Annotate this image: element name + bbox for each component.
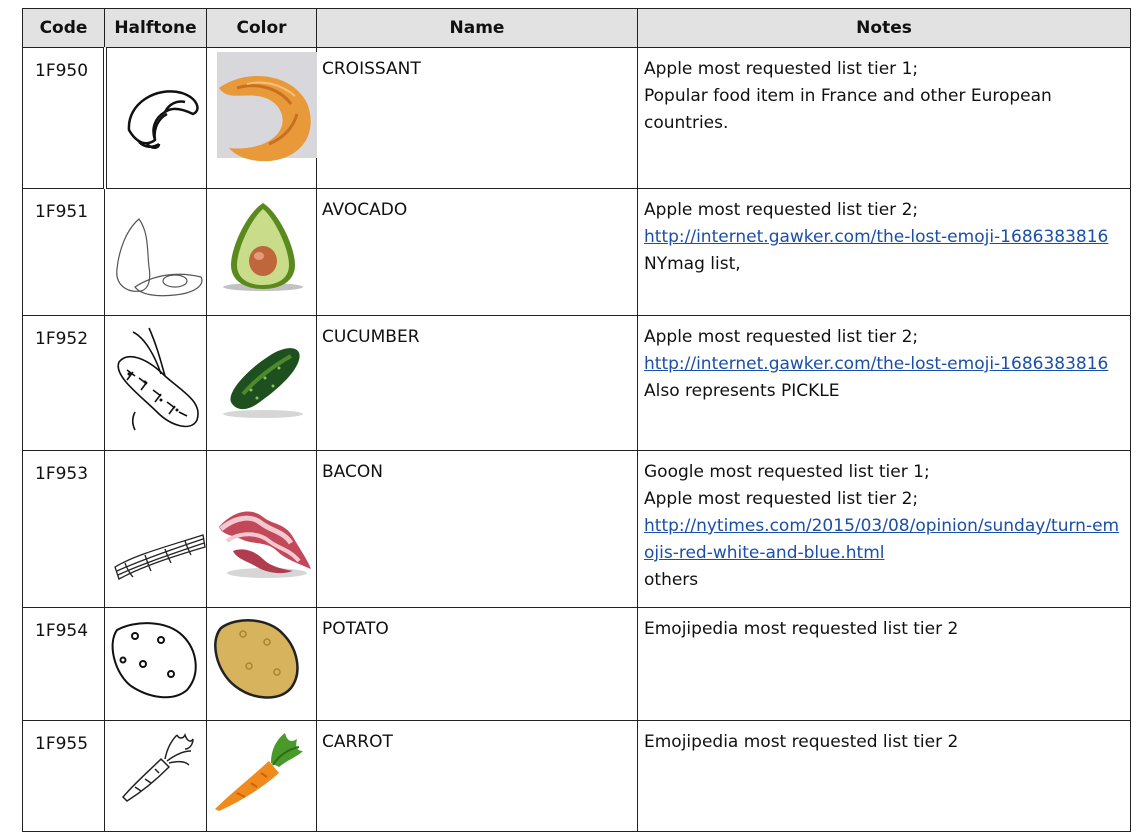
carrot-color-icon: [207, 721, 317, 821]
color-cell: [207, 48, 317, 189]
bacon-outline-icon: [105, 451, 207, 597]
note-text: Popular food item in France and other European countries.: [644, 86, 1052, 133]
note-link[interactable]: http://internet.gawker.com/the-lost-emoji-1686383816: [644, 227, 1109, 247]
header-name: Name: [317, 9, 638, 48]
notes-cell: [638, 721, 1131, 832]
croissant-outline-icon: [107, 48, 209, 178]
potato-color-icon: [207, 608, 317, 710]
notes-cell: [638, 316, 1131, 451]
name-cell: BACON: [317, 451, 638, 608]
note-text: Emojipedia most requested list tier 2: [644, 619, 959, 639]
color-cell: [207, 608, 317, 721]
halftone-cell: [105, 721, 207, 832]
potato-outline-icon: [105, 608, 207, 710]
avocado-outline-icon: [105, 189, 207, 305]
code-cell: 1F953: [23, 451, 105, 608]
document-page: [22, 8, 1130, 770]
note-text: Apple most requested list tier 2;: [644, 489, 919, 509]
notes-cell: [638, 48, 1131, 189]
name-cell: CROISSANT: [317, 48, 638, 189]
color-cell: [207, 721, 317, 832]
code-cell: 1F950: [23, 48, 105, 189]
note-text: Emojipedia most requested list tier 2: [644, 732, 959, 752]
color-cell: [207, 451, 317, 608]
notes-cell: [638, 451, 1131, 608]
code-cell: 1F955: [23, 721, 105, 832]
bacon-color-icon: [207, 451, 317, 597]
croissant-color-icon: [207, 48, 317, 178]
name-cell: CUCUMBER: [317, 316, 638, 451]
halftone-cell: [105, 451, 207, 608]
halftone-cell: [105, 48, 207, 189]
note-text: NYmag list,: [644, 254, 741, 274]
notes-cell: [638, 608, 1131, 721]
notes-cell: [638, 189, 1131, 316]
note-text: Apple most requested list tier 1;: [644, 59, 919, 79]
avocado-color-icon: [207, 189, 317, 305]
halftone-cell: [105, 316, 207, 451]
header-notes: Notes: [638, 9, 1131, 48]
header-halftone: Halftone: [105, 9, 207, 48]
code-cell: 1F951: [23, 189, 105, 316]
halftone-cell: [105, 608, 207, 721]
table-row: [23, 316, 1131, 451]
code-cell: 1F952: [23, 316, 105, 451]
emoji-proposal-table: [22, 8, 1131, 832]
table-row: [23, 189, 1131, 316]
table-row: [23, 721, 1131, 832]
table-row: [23, 451, 1131, 608]
note-link[interactable]: http://internet.gawker.com/the-lost-emoji-1686383816: [644, 354, 1109, 374]
code-cell: 1F954: [23, 608, 105, 721]
note-text: others: [644, 570, 699, 590]
table-row: [23, 48, 1131, 189]
name-cell: CARROT: [317, 721, 638, 832]
note-text: Also represents PICKLE: [644, 381, 840, 401]
note-text: Apple most requested list tier 2;: [644, 327, 919, 347]
halftone-cell: [105, 189, 207, 316]
note-text: Google most requested list tier 1;: [644, 462, 930, 482]
header-color: Color: [207, 9, 317, 48]
name-cell: POTATO: [317, 608, 638, 721]
header-code: Code: [23, 9, 105, 48]
carrot-outline-icon: [105, 721, 207, 821]
table-row: [23, 608, 1131, 721]
note-link[interactable]: http://nytimes.com/2015/03/08/opinion/sunday/turn-emojis-red-white-and-blue.html: [644, 516, 1120, 563]
name-cell: AVOCADO: [317, 189, 638, 316]
color-cell: [207, 316, 317, 451]
note-text: Apple most requested list tier 2;: [644, 200, 919, 220]
cucumber-color-icon: [207, 316, 317, 440]
table-header-row: [23, 9, 1131, 48]
cucumber-outline-icon: [105, 316, 207, 440]
color-cell: [207, 189, 317, 316]
